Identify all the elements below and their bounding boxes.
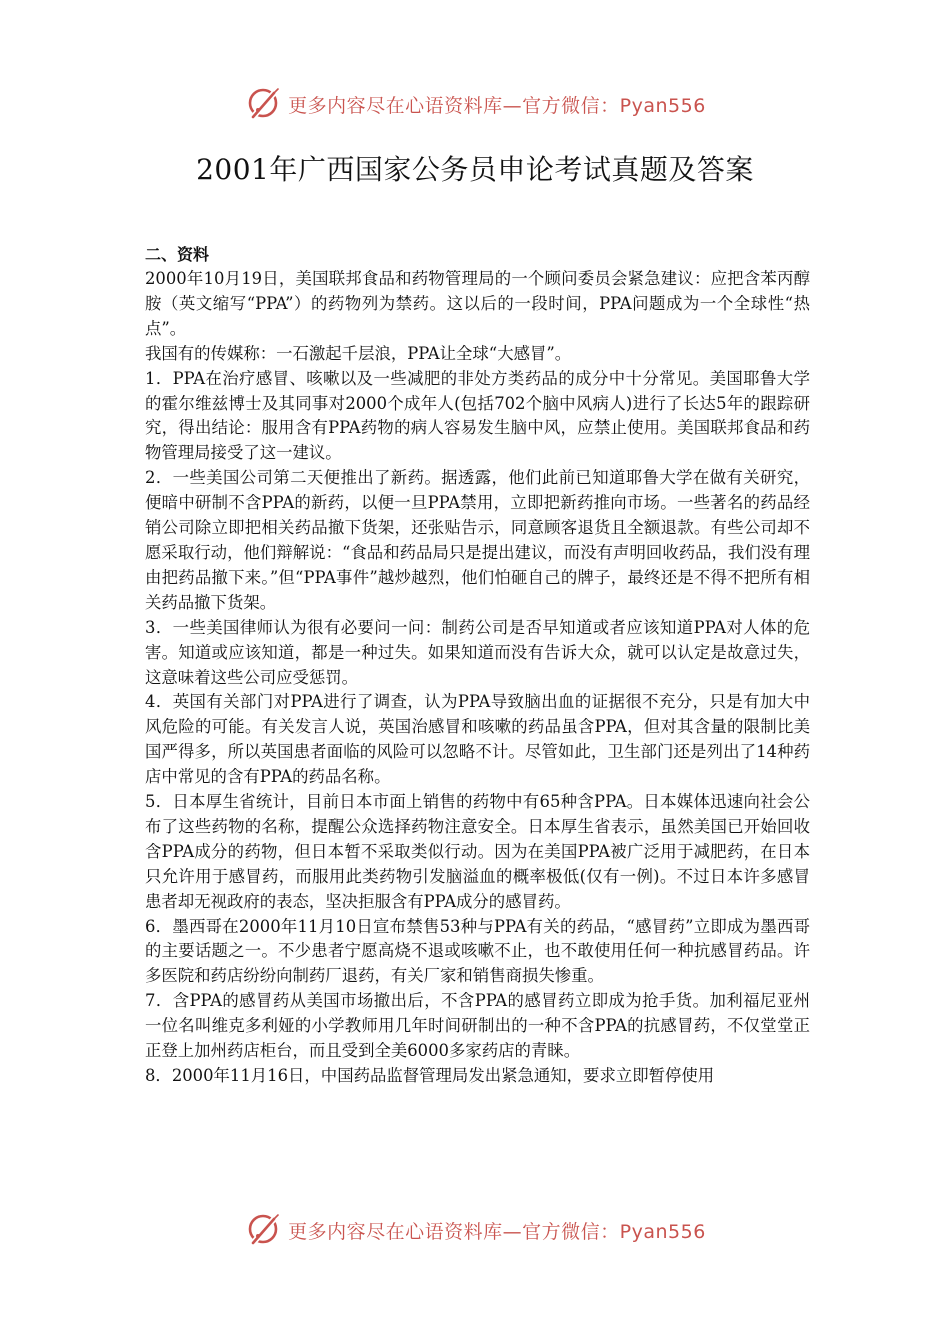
paragraph-3: 3．一些美国律师认为很有必要问一问：制药公司是否早知道或者应该知道PPA对人体的危害。知道或应该知道，都是一种过失。如果知道而没有告诉大众，就可以认定是故意过失，这意味着这些公司应受惩罚。 bbox=[145, 617, 810, 687]
paragraph-1: 1．PPA在治疗感冒、咳嗽以及一些减肥的非处方类药品的成分中十分常见。美国耶鲁大学的霍尔维兹博士及其同事对2000个成年人(包括702个脑中风病人)进行了长达5年的跟踪研究，得出结论：服用含有PPA药物的病人容易发生脑中风，应禁止使用。美国联邦食品和药物管理局接受了这一建议。 bbox=[145, 368, 810, 463]
paragraph-8: 8．2000年11月16日，中国药品监督管理局发出紧急通知，要求立即暂停使用 bbox=[145, 1066, 715, 1085]
paragraph-media: 我国有的传媒称：一石激起千层浪，PPA让全球“大感冒”。 bbox=[145, 343, 572, 363]
paragraph-6: 6．墨西哥在2000年11月10日宣布禁售53种与PPA有关的药品，“感冒药”立即成为墨西哥的主要话题之一。不少患者宁愿高烧不退或咳嗽不止，也不敢使用任何一种抗感冒药品。许多医院和药店纷纷向制药厂退药，有关厂家和销售商损失惨重。 bbox=[145, 916, 810, 986]
paragraph-4: 4．英国有关部门对PPA进行了调查，认为PPA导致脑出血的证据很不充分，只是有加大中风危险的可能。有关发言人说，英国治感冒和咳嗽的药品虽含PPA，但对其含量的限制比美国严得多，所以英国患者面临的风险可以忽略不计。尽管如此，卫生部门还是列出了14种药店中常见的含有PPA的药品名称。 bbox=[145, 692, 810, 787]
watermark-text: 更多内容尽在心语资料库—官方微信：Pyan556 bbox=[288, 94, 706, 117]
document-title: 2001年广西国家公务员申论考试真题及答案 bbox=[196, 153, 754, 186]
pen-logo-icon bbox=[244, 84, 284, 124]
paragraph-2: 2．一些美国公司第二天便推出了新药。据透露，他们此前已知道耶鲁大学在做有关研究，便暗中研制不含PPA的新药，以便一旦PPA禁用，立即把新药推向市场。一些著名的药品经销公司除立即把相关药品撤下货架，还张贴告示，同意顾客退货且全额退款。有些公司却不愿采取行动，他们辩解说：“食品和药品局只是提出建议，而没有声明回收药品，我们没有理由把药品撤下来。”但“PPA事件”越炒越烈，他们怕砸自己的牌子，最终还是不得不把所有相关药品撤下货架。 bbox=[145, 468, 810, 612]
section-heading: 二、资料 bbox=[145, 245, 210, 264]
paragraph-5: 5．日本厚生省统计，目前日本市面上销售的药物中有65种含PPA。日本媒体迅速向社会公布了这些药物的名称，提醒公众选择药物注意安全。日本厚生省表示，虽然美国已开始回收含PPA成分的药物，但日本暂不采取类似行动。因为在美国PPA被广泛用于减肥药，在日本只允许用于感冒药，而服用此类药物引发脑溢血的概率极低(仅有一例)。不过日本许多感冒患者却无视政府的表态，坚决拒服含有PPA成分的感冒药。 bbox=[145, 792, 810, 911]
footer-watermark-banner bbox=[0, 1208, 950, 1252]
header-watermark-banner bbox=[0, 82, 950, 126]
paragraph-intro: 2000年10月19日，美国联邦食品和药物管理局的一个顾问委员会紧急建议：应把含苯丙醇胺（英文缩写“PPA”）的药物列为禁药。这以后的一段时间，PPA问题成为一个全球性“热点”。 bbox=[145, 269, 810, 338]
watermark-text: 更多内容尽在心语资料库—官方微信：Pyan556 bbox=[288, 1220, 706, 1243]
paragraph-7: 7．含PPA的感冒药从美国市场撤出后，不含PPA的感冒药立即成为抢手货。加利福尼亚州一位名叫维克多利娅的小学教师用几年时间研制出的一种不含PPA的抗感冒药，不仅堂堂正正登上加州药店柜台，而且受到全美6000多家药店的青睐。 bbox=[145, 991, 810, 1061]
pen-logo-icon bbox=[244, 1210, 284, 1250]
document-body bbox=[145, 242, 810, 1089]
